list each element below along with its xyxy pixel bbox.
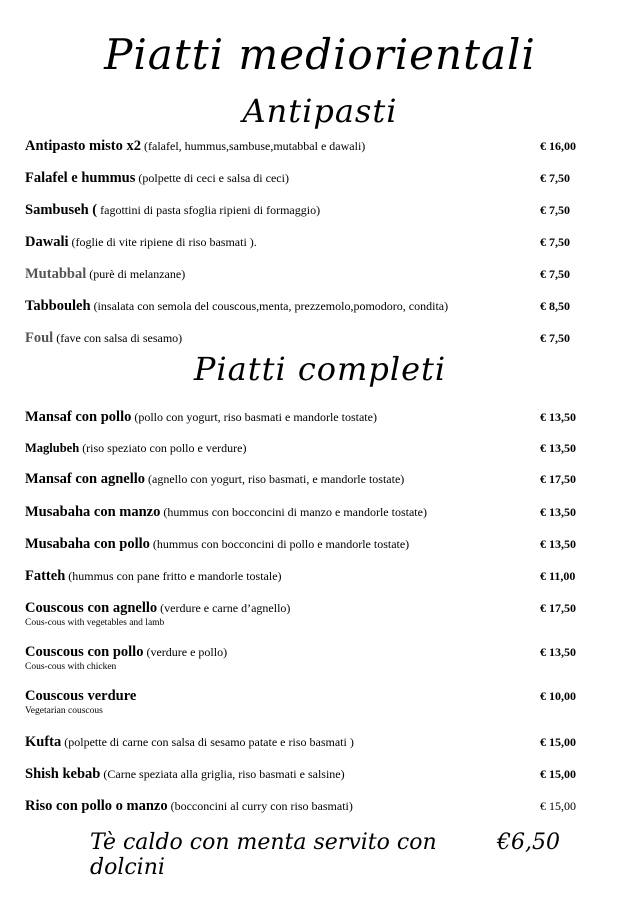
item-price: € 16,00 [540,139,576,153]
section-heading-piatti-completi: Piatti completi [193,350,447,388]
item-price: € 13,50 [540,410,576,424]
item-description: (foglie di vite ripiene di riso basmati ). [68,235,257,249]
item-description: (agnello con yogurt, riso basmati, e mandorle tostate) [145,472,405,486]
item-price: € 17,50 [540,601,576,615]
item-description: (hummus con bocconcini di manzo e mandorle tostate) [160,505,427,519]
item-description: (verdure e pollo) [143,645,228,659]
item-price: € 15,00 [540,799,576,813]
menu-item [25,765,620,783]
item-english-description: Vegetarian couscous [25,706,103,716]
item-price: € 7,50 [540,203,570,217]
item-name: Antipasto misto x2 [25,138,142,154]
menu-item [25,233,620,251]
item-name: Falafel e hummus [25,170,136,186]
item-description: fagottini di pasta sfoglia ripieni di formaggio) [97,203,321,217]
item-description: (insalata con semola del couscous,menta, prezzemolo,pomodoro, condita) [90,299,449,313]
menu-item [25,643,620,672]
item-description: (pollo con yogurt, riso basmati e mandorle tostate) [131,410,377,424]
item-price: € 7,50 [540,331,570,345]
item-price: € 15,00 [540,735,576,749]
item-description: (Carne speziata alla griglia, riso basmati e salsine) [100,767,345,781]
item-name: Mansaf con pollo [25,409,132,425]
item-price: € 17,50 [540,472,576,486]
section-heading-antipasti: Antipasti [242,92,398,130]
item-description: (verdure e carne d’agnello) [157,601,291,615]
menu-item [25,503,620,521]
item-name: Couscous con pollo [25,644,144,660]
menu-item [25,687,620,716]
menu-item [25,567,620,585]
item-price: € 15,00 [540,767,576,781]
item-name: Musabaha con manzo [25,504,161,520]
menu-item [25,470,620,488]
item-description: (purè di melanzane) [86,267,186,281]
item-description: (bocconcini al curry con riso basmati) [167,799,353,813]
item-price: € 13,50 [540,441,576,455]
menu-item [25,733,620,751]
menu-item [25,169,620,187]
item-description: (fave con salsa di sesamo) [53,331,183,345]
item-description: (hummus con pane fritto e mandorle tostale) [65,569,282,583]
menu-item [25,408,620,426]
item-name: Tabbouleh [25,298,91,314]
menu-item [25,599,620,628]
item-price: € 10,00 [540,689,576,703]
footer-text: Tè caldo con menta servito con dolcini [90,830,437,880]
item-name: Shish kebab [25,766,101,782]
item-name: Couscous verdure [25,688,137,704]
menu-item [25,201,620,219]
item-english-description: Cous-cous with chicken [25,662,117,672]
menu-item [25,535,620,553]
item-price: € 8,50 [540,299,570,313]
item-name: Riso con pollo o manzo [25,798,168,814]
menu-item [25,329,620,347]
item-price: € 13,50 [540,537,576,551]
item-price: € 13,50 [540,645,576,659]
item-name: Kufta [25,734,62,750]
footer-price: €6,50 [497,830,560,855]
item-name: Maglubeh [25,441,80,455]
menu-title: Piatti mediorientali [104,30,536,79]
menu-item [25,439,620,457]
item-description: (riso speziato con pollo e verdure) [79,441,247,455]
item-description: (polpette di carne con salsa di sesamo patate e riso basmati ) [61,735,354,749]
item-name: Mansaf con agnello [25,471,146,487]
item-name: Foul [25,330,54,346]
item-price: € 11,00 [540,569,576,583]
menu-item [25,137,620,155]
item-name: Couscous con agnello [25,600,158,616]
item-description: (falafel, hummus,sambuse,mutabbal e dawali) [141,139,366,153]
item-name: Fatteh [25,568,66,584]
item-name: Mutabbal [25,266,87,282]
menu-item [25,265,620,283]
menu-item [25,297,620,315]
item-price: € 7,50 [540,235,570,249]
footer-tea-offer [90,830,560,880]
item-name: Musabaha con pollo [25,536,150,552]
item-name: Dawali [25,234,69,250]
item-description: (hummus con bocconcini di pollo e mandorle tostate) [149,537,410,551]
item-price: € 7,50 [540,267,570,281]
item-description: (polpette di ceci e salsa di ceci) [135,171,289,185]
item-price: € 7,50 [540,171,570,185]
item-price: € 13,50 [540,505,576,519]
item-name: Sambuseh ( [25,202,98,218]
item-english-description: Cous-cous with vegetables and lamb [25,618,165,628]
menu-item [25,797,620,815]
